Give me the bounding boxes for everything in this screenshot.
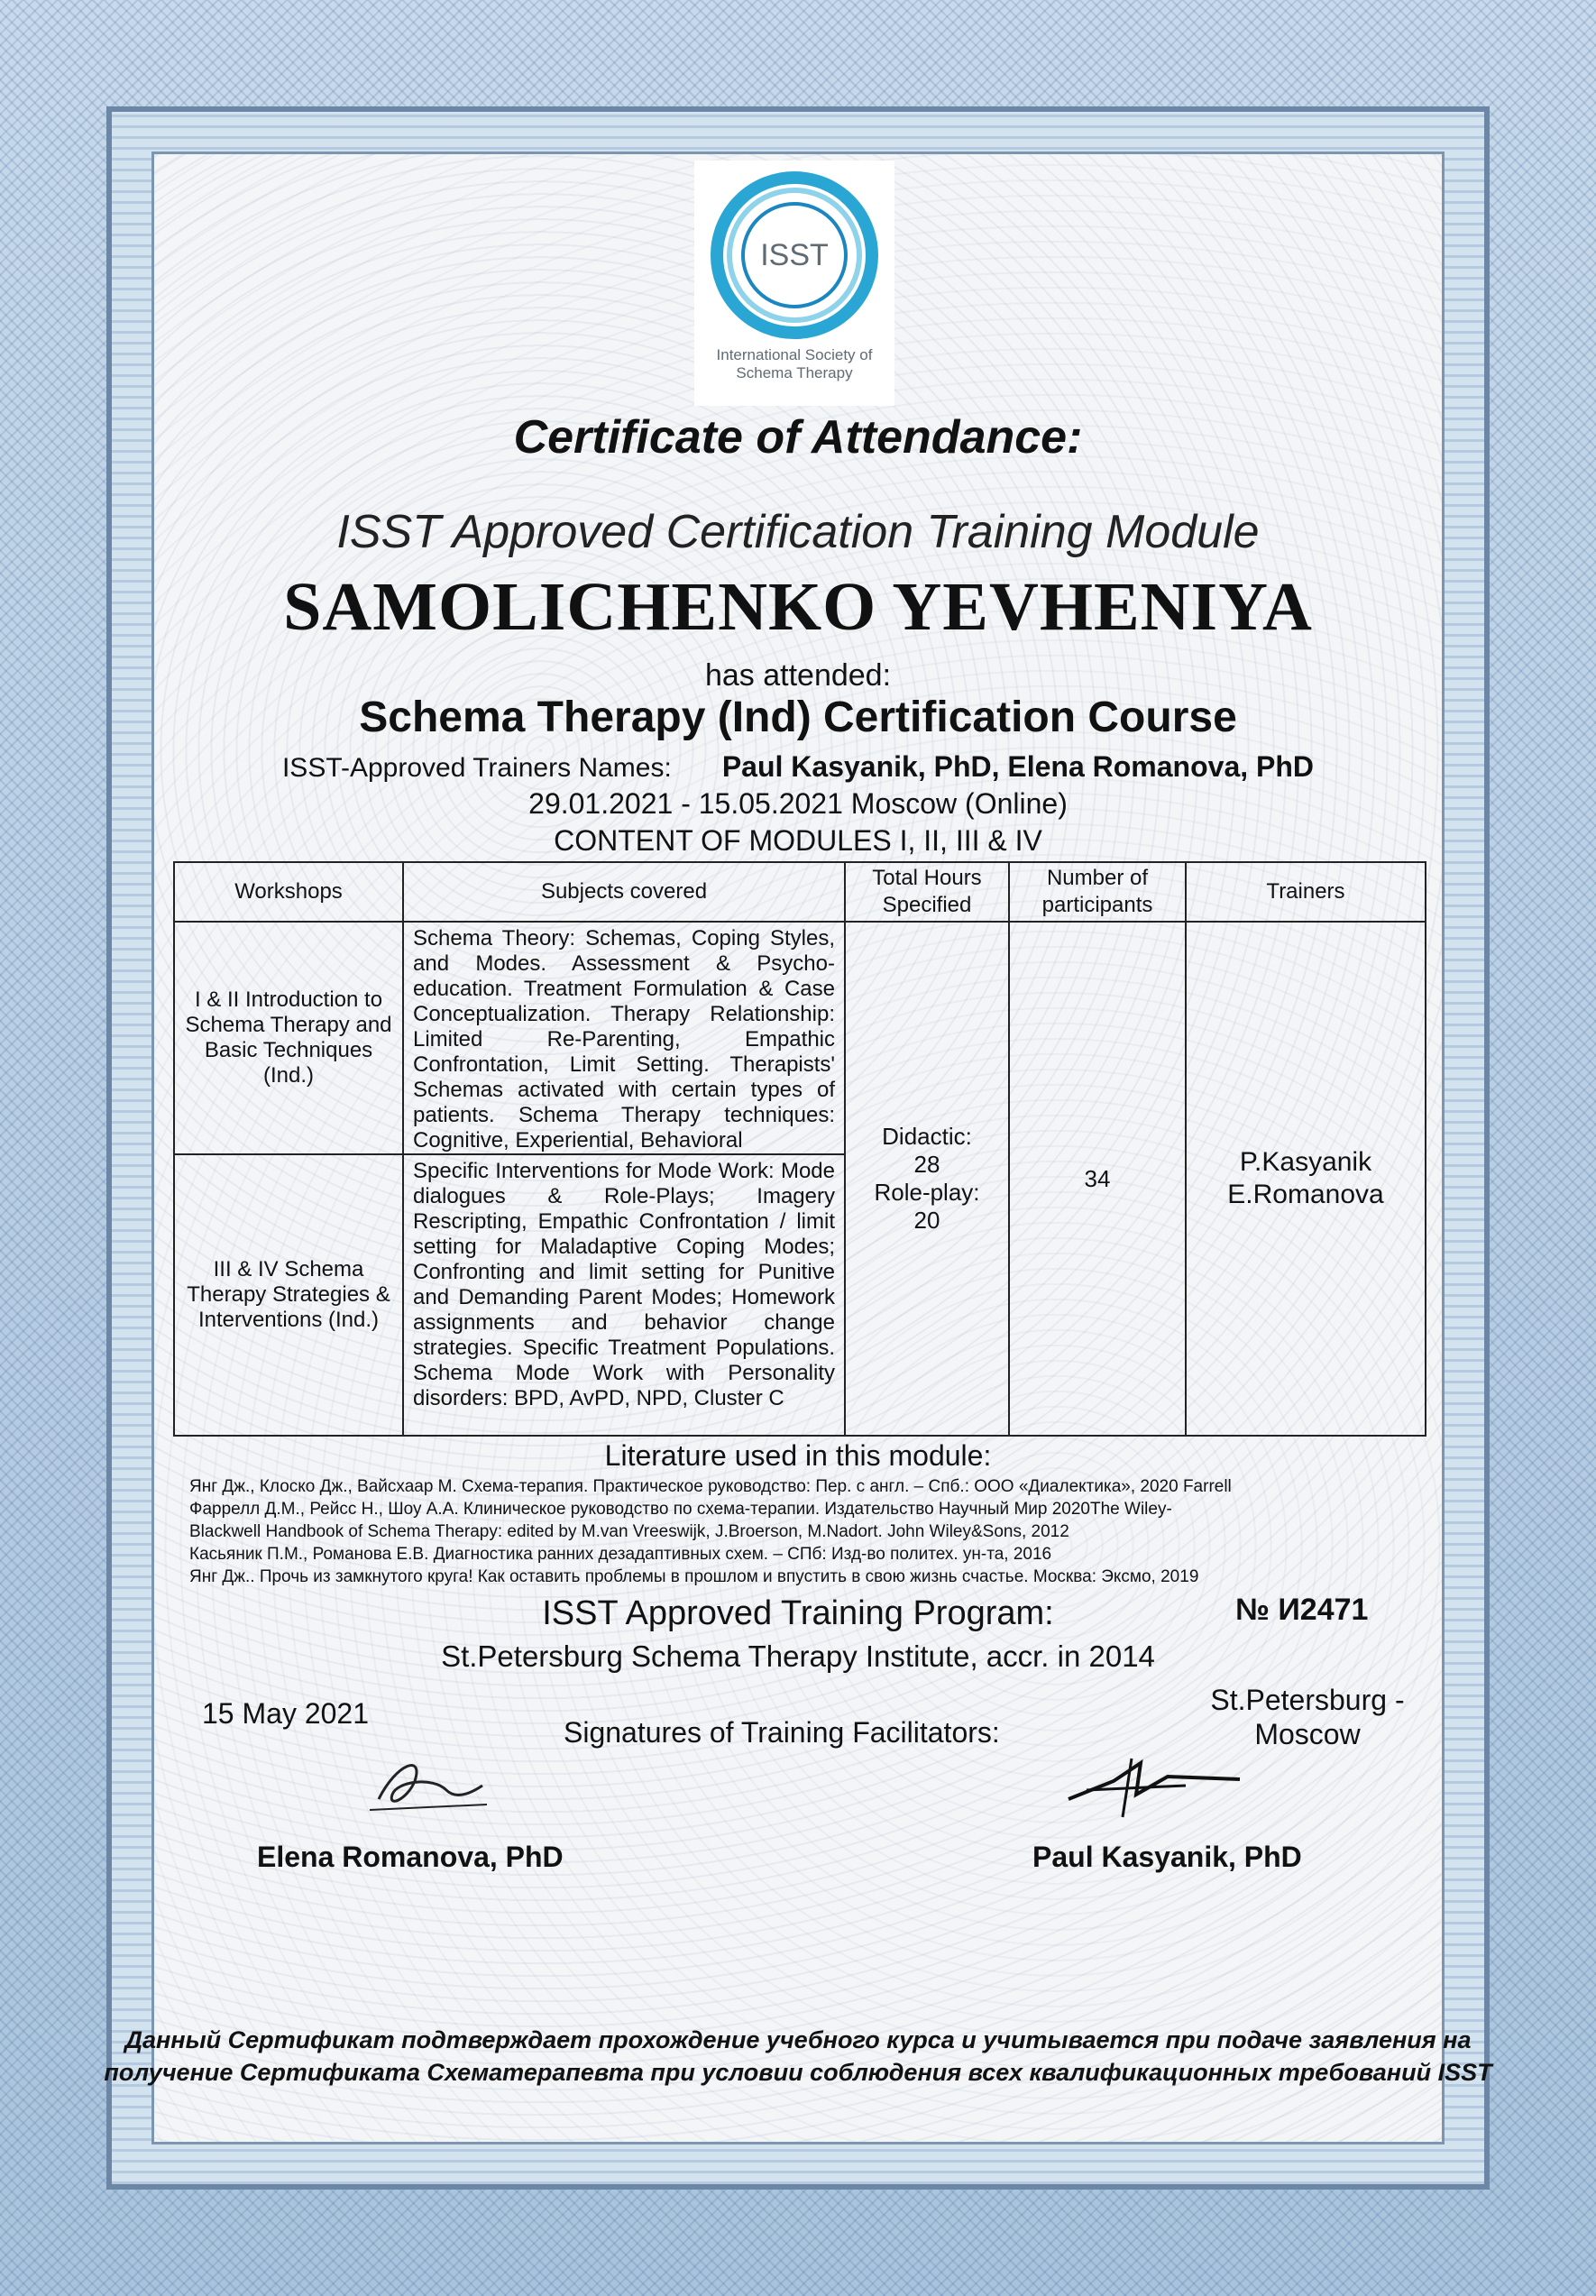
logo-caption: [694, 346, 894, 382]
program-number: № И2471: [1235, 1593, 1369, 1627]
hours-didactic-label: Didactic:: [882, 1123, 972, 1150]
signatures-title: Signatures of Training Facilitators:: [564, 1716, 1000, 1749]
hours-roleplay-value: 20: [913, 1207, 940, 1234]
certificate-title: Certificate of Attendance:: [513, 411, 1083, 464]
participants-cell: 34: [1009, 922, 1186, 1436]
table-row: [174, 922, 1426, 1154]
attendee-name: SAMOLICHENKO YEVHENIYA: [283, 569, 1313, 645]
isst-logo: [694, 161, 894, 406]
program-title: ISST Approved Training Program:: [542, 1594, 1054, 1632]
hours-roleplay-label: Role-play:: [874, 1179, 980, 1206]
course-title: Schema Therapy (Ind) Certification Course: [359, 693, 1237, 741]
place-line2: Moscow: [1254, 1718, 1361, 1750]
issue-date: 15 May 2021: [202, 1697, 370, 1730]
institute-line: St.Petersburg Schema Therapy Institute, accr. in 2014: [441, 1639, 1155, 1673]
table-header: Subjects covered: [403, 862, 845, 922]
logo-caption-line1: International Society of: [716, 346, 873, 363]
subjects-cell: Schema Theory: Schemas, Coping Styles, and Modes. Assessment & Psycho-education. Treatment Formulation & Case Conceptualization. Therapy Relationship: Limited Re-Parenting, Empathic Confrontation, Limit Setting. Therapists' Schemas activated with certain types of patients. Schema Therapy techniques: Cognitive, Experiential, Behavioral: [403, 922, 845, 1154]
place-line1: St.Petersburg -: [1210, 1684, 1405, 1716]
footer-line: получение Сертификата Схематерапевта при условии соблюдения всех квалификационных требований ISST: [104, 2059, 1492, 2086]
signature-left-icon: [361, 1745, 496, 1826]
table-header: Trainers: [1186, 862, 1426, 922]
modules-table: [173, 861, 1426, 1437]
literature-title: Literature used in this module:: [604, 1439, 992, 1472]
logo-caption-line2: Schema Therapy: [736, 364, 853, 381]
content-title: CONTENT OF MODULES I, II, III & IV: [554, 824, 1042, 857]
workshop-cell: III & IV Schema Therapy Strategies & Interventions (Ind.): [174, 1154, 403, 1436]
literature-item: Фаррелл Д.М., Рейсс Н., Шоу А.А. Клиническое руководство по схема-терапии. Издательство Научный Мир 2020The Wiley-: [189, 1500, 1172, 1519]
table-header: Number of participants: [1009, 862, 1186, 922]
literature-item: Касьяник П.М., Романова Е.В. Диагностика ранних дезадаптивных схем. – СПб: Изд-во политех. ун-та, 2016: [189, 1545, 1052, 1564]
trainers-cell: [1186, 922, 1426, 1436]
attended-text: has attended:: [704, 658, 892, 693]
footer-line: Данный Сертификат подтверждает прохождение учебного курса и учитывается при подаче заявления на: [124, 2026, 1472, 2053]
certificate-subtitle: ISST Approved Certification Training Module: [336, 506, 1260, 558]
issue-place: [1186, 1683, 1429, 1751]
logo-abbr: ISST: [760, 238, 829, 272]
trainers-line: [0, 750, 1596, 784]
hours-cell: [845, 922, 1009, 1436]
table-header: Workshops: [174, 862, 403, 922]
literature-item: Blackwell Handbook of Schema Therapy: edited by M.van Vreeswijk, J.Broerson, M.Nadort. John Wiley&Sons, 2012: [189, 1522, 1069, 1541]
signer-left-name: Elena Romanova, PhD: [257, 1841, 564, 1873]
trainer-name: E.Romanova: [1227, 1180, 1384, 1209]
table-header-row: [174, 862, 1426, 922]
trainers-label: ISST-Approved Trainers Names:: [281, 753, 672, 783]
course-dates: 29.01.2021 - 15.05.2021 Moscow (Online): [528, 787, 1068, 820]
subjects-cell: Specific Interventions for Mode Work: Mode dialogues & Role-Plays; Imagery Rescripting, Empathic Confrontation / limit setting for Maladaptive Coping Modes; Confronting and limit setting for Punitive and Demanding Parent Modes; Homework assignments and behavior change strategies. Specific Treatment Populations. Schema Mode Work with Personality disorders: BPD, AvPD, NPD, Cluster C: [403, 1154, 845, 1436]
table-header: Total Hours Specified: [845, 862, 1009, 922]
literature-list: [189, 1475, 1407, 1588]
literature-item: Янг Дж., Клоско Дж., Вайсхаар М. Схема-терапия. Практическое руководство: Пер. с англ. – Спб.: ООО «Диалектика», 2020 Farrell: [189, 1477, 1232, 1496]
signer-right-name: Paul Kasyanik, PhD: [1032, 1841, 1302, 1873]
signature-right-icon: [1050, 1745, 1249, 1826]
workshop-cell: I & II Introduction to Schema Therapy and Basic Techniques (Ind.): [174, 922, 403, 1154]
trainer-name: P.Kasyanik: [1239, 1147, 1372, 1177]
hours-didactic-value: 28: [913, 1151, 940, 1178]
footer-note: [0, 2024, 1596, 2089]
trainers-names: Paul Kasyanik, PhD, Elena Romanova, PhD: [721, 750, 1315, 783]
literature-item: Янг Дж.. Прочь из замкнутого круга! Как оставить проблемы в прошлом и впустить в свою жизнь счастье. Москва: Эксмо, 2019: [189, 1567, 1199, 1586]
